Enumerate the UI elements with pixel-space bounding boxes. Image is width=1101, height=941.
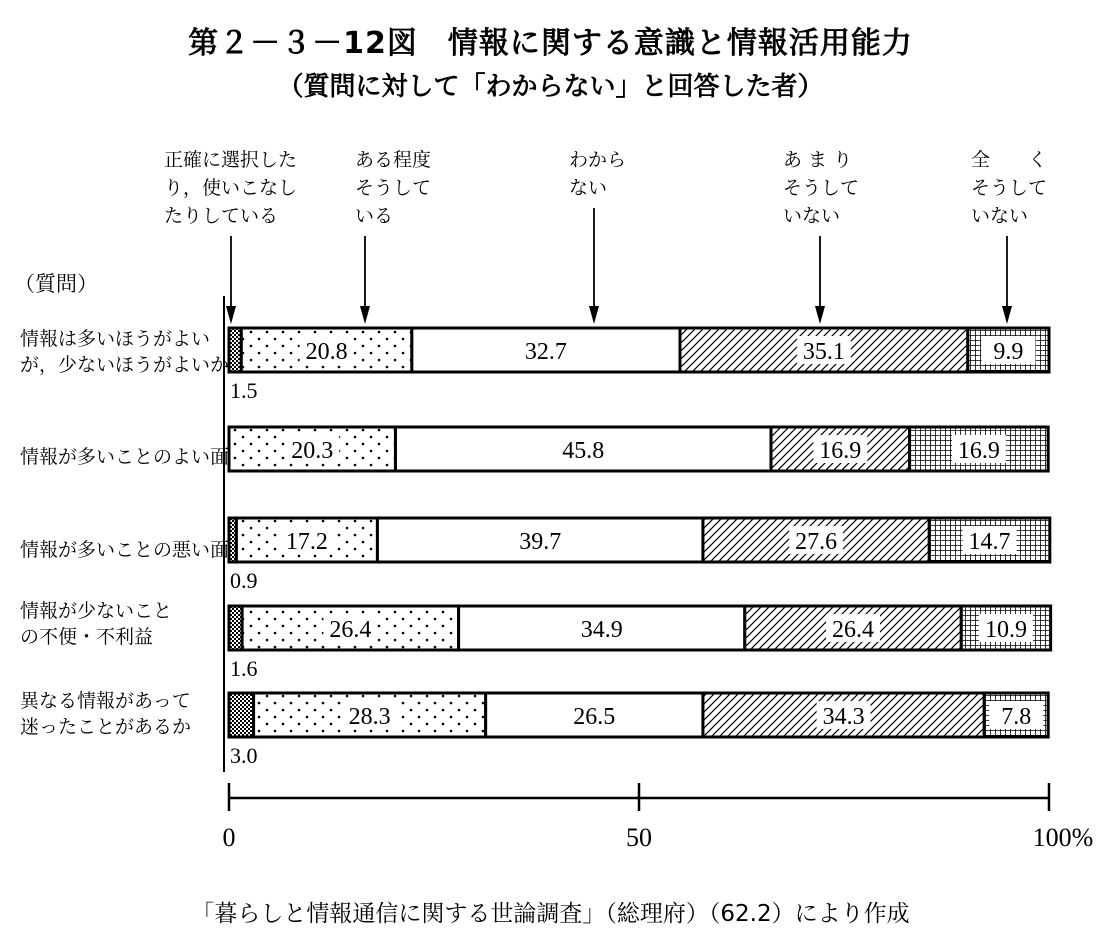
bar-value-label: 7.8 <box>1001 704 1032 730</box>
bar-segment <box>229 328 241 372</box>
bar-value-label: 1.5 <box>230 378 258 403</box>
bar-value-label: 1.6 <box>230 656 258 681</box>
bar-value-label: 28.3 <box>348 704 391 730</box>
legend-arrow-head <box>226 306 236 324</box>
legend-entry: あ ま り そうして いない <box>783 149 860 227</box>
bar-value-label: 14.7 <box>968 529 1011 555</box>
bar-value-label: 26.4 <box>832 617 875 643</box>
category-label: 情報が多いことの悪い面 <box>20 539 230 561</box>
source-note: 「暮らしと情報通信に関する世論調査」（総理府）（62.2）により作成 <box>191 901 910 927</box>
bar-value-label: 35.1 <box>802 339 845 365</box>
question-axis-label: （質問） <box>14 272 98 296</box>
legend-arrow-head <box>1002 306 1012 324</box>
bar-segment <box>229 606 242 650</box>
bar-value-label: 26.5 <box>573 704 616 730</box>
bar-value-label: 9.9 <box>993 339 1024 365</box>
bar-value-label: 27.6 <box>795 529 838 555</box>
bar-value-label: 32.7 <box>524 339 567 365</box>
legend-arrow-head <box>589 306 599 324</box>
bar-value-label: 20.3 <box>291 438 334 464</box>
bar-value-label: 34.3 <box>822 704 865 730</box>
bar-value-label: 45.8 <box>562 438 605 464</box>
legend-entry: 全 く そうして いない <box>971 149 1048 227</box>
bar-value-label: 16.9 <box>957 438 1000 464</box>
legend-entry: ある程度 そうして いる <box>355 149 432 227</box>
category-label: 情報が少ないこと の不便・不利益 <box>20 600 173 648</box>
bar-value-label: 26.4 <box>329 617 372 643</box>
legend-arrow-head <box>815 306 825 324</box>
bar-value-label: 16.9 <box>819 438 862 464</box>
bar-segment <box>229 693 254 737</box>
x-tick-label: 50 <box>626 823 652 852</box>
figure-number: 第２－３－12図 <box>188 26 418 61</box>
bar-value-label: 3.0 <box>230 743 258 768</box>
bar-value-label: 20.8 <box>305 339 348 365</box>
category-label: 異なる情報があって 迷ったことがあるか <box>20 690 192 738</box>
figure-title-text: 情報に関する意識と情報活用能力 <box>447 26 913 61</box>
bar-value-label: 0.9 <box>230 568 258 593</box>
x-tick-label: 0 <box>222 823 236 852</box>
bar-value-label: 17.2 <box>285 529 328 555</box>
x-tick-label: 100% <box>1032 823 1094 852</box>
bar-value-label: 34.9 <box>580 617 623 643</box>
category-label: 情報が多いことのよい面 <box>20 446 230 468</box>
figure-subtitle: （質問に対して「わからない」と回答した者） <box>277 72 824 102</box>
bar-value-label: 10.9 <box>984 617 1027 643</box>
legend-entry: わから ない <box>569 149 627 199</box>
legend-arrow-head <box>360 306 370 324</box>
legend-entry: 正確に選択した り，使いこなし たりしている <box>164 149 298 227</box>
category-label: 情報は多いほうがよい が，少ないほうがよいか <box>20 328 230 376</box>
bar-value-label: 39.7 <box>519 529 562 555</box>
